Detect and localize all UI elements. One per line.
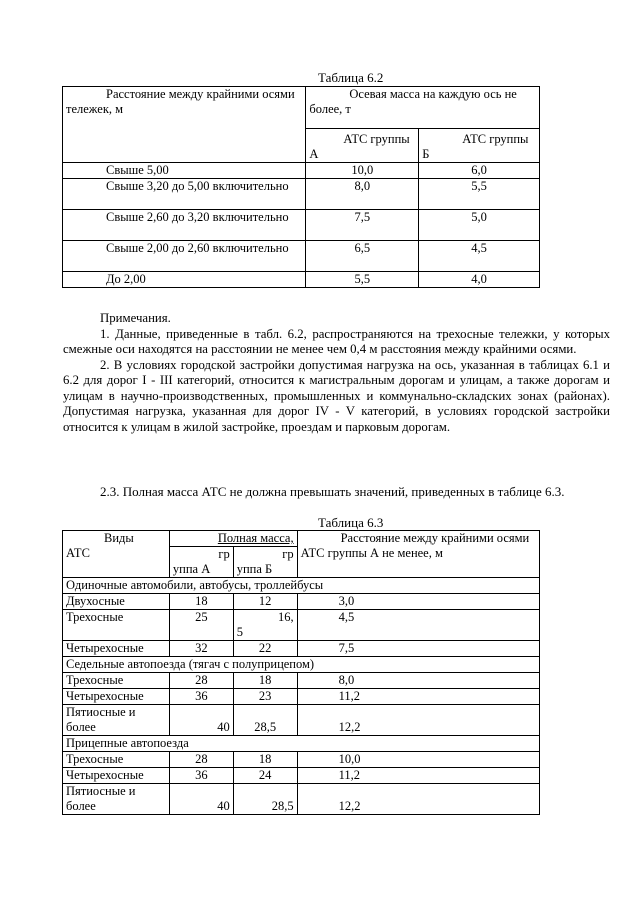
table-cell: 24 [233, 768, 297, 784]
table-cell: 12 [233, 594, 297, 610]
header-group-b [233, 547, 297, 578]
group-title: Прицепные автопоезда [63, 736, 540, 752]
table-cell: Пятиосные и более [63, 705, 170, 736]
table-cell: Трехосные [63, 610, 170, 641]
table-cell: Свыше 2,00 до 2,60 включительно [63, 241, 306, 272]
group-title: Одиночные автомобили, автобусы, троллейбусы [63, 578, 540, 594]
note-1: 1. Данные, приведенные в табл. 6.2, распространяются на трехосные тележки, у которых смежные оси находятся на расстоянии не менее чем 0,4 м расстояния между крайними осями. [63, 326, 610, 356]
table-cell: 36 [169, 689, 233, 705]
header-distance: Расстояние между крайними осями АТС группы А не менее, м [297, 531, 539, 578]
table-cell: 22 [233, 641, 297, 657]
table-cell: 10,0 [297, 752, 539, 768]
header-types-top: Виды [104, 531, 134, 545]
notes-title: Примечания. [100, 311, 171, 325]
table-cell: 12,2 [297, 705, 539, 736]
table-cell: 8,0 [306, 179, 419, 210]
table-6-2 [62, 86, 540, 288]
table-cell: Четырехосные [63, 689, 170, 705]
table-cell: До 2,00 [63, 272, 306, 288]
table-cell: Четырехосные [63, 768, 170, 784]
table-cell: 7,5 [306, 210, 419, 241]
table-cell: 28 [169, 673, 233, 689]
table-cell: 18 [233, 673, 297, 689]
header-group-a-top: гр [218, 547, 230, 561]
table-cell: 6,5 [306, 241, 419, 272]
table-cell: 5,5 [306, 272, 419, 288]
table-cell: Четырехосные [63, 641, 170, 657]
header-distance: Расстояние между крайними осями тележек, м [63, 87, 306, 163]
table-cell: Свыше 2,60 до 3,20 включительно [63, 210, 306, 241]
table-cell: 4,5 [419, 241, 540, 272]
table-cell: 28,5 [233, 705, 297, 736]
table-cell: 40 [169, 705, 233, 736]
table-cell: 7,5 [297, 641, 539, 657]
table-cell: 4,0 [419, 272, 540, 288]
table-cell: 5,0 [419, 210, 540, 241]
table-cell [233, 610, 297, 641]
group-title: Седельные автопоезда (тягач с полуприцепом) [63, 657, 540, 673]
header-axle-mass: Осевая масса на каждую ось не более, т [306, 87, 540, 129]
table-cell: 4,5 [297, 610, 539, 641]
table-6-3 [62, 530, 540, 815]
table-cell-value-wrap: 5 [236, 625, 243, 639]
header-group-a [169, 547, 233, 578]
table-cell: 11,2 [297, 689, 539, 705]
notes [63, 311, 610, 435]
table-cell: Трехосные [63, 752, 170, 768]
header-group-b-top: гр [282, 547, 294, 561]
note-2: 2. В условиях городской застройки допустимая нагрузка на ось, указанная в таблицах 6.1 и 6.2 для дорог I - III категорий, относится к магистральным дорогам и улицам, а также дорогам и улицам в научно-производственных, промышленных и коммунально-складских зонах (районах). Допустимая нагрузка, указанная для дорог IV - V категорий, в условиях городской застройки относится к улицам в жилой застройке, проездам и парковым дорогам. [63, 357, 610, 434]
table-cell: 23 [233, 689, 297, 705]
table-cell: 11,2 [297, 768, 539, 784]
table-cell: 10,0 [306, 163, 419, 179]
section-2-3: 2.3. Полная масса АТС не должна превышать значений, приведенных в таблице 6.3. [100, 484, 565, 499]
header-group-a: АТС группы А [306, 129, 419, 163]
table-cell: Трехосные [63, 673, 170, 689]
table-cell-value: 16, [277, 610, 294, 624]
table-cell: 12,2 [297, 784, 539, 815]
header-group-b: АТС группы Б [419, 129, 540, 163]
table-cell: 18 [169, 594, 233, 610]
table-cell: 28,5 [233, 784, 297, 815]
table-cell: Свыше 5,00 [63, 163, 306, 179]
header-group-a-bottom: уппа А [172, 562, 211, 576]
table-cell: 36 [169, 768, 233, 784]
table-cell: 32 [169, 641, 233, 657]
table-cell: 3,0 [297, 594, 539, 610]
table-6-2-caption: Таблица 6.2 [318, 70, 384, 85]
header-full-mass: Полная масса, [169, 531, 297, 547]
table-cell: 25 [169, 610, 233, 641]
table-6-3-caption: Таблица 6.3 [318, 515, 384, 530]
header-types-bottom: АТС [66, 546, 90, 560]
table-cell: Двухосные [63, 594, 170, 610]
table-cell: 8,0 [297, 673, 539, 689]
table-cell: 18 [233, 752, 297, 768]
header-group-b-bottom: уппа Б [236, 562, 273, 576]
table-cell: 6,0 [419, 163, 540, 179]
table-cell: Пятиосные и более [63, 784, 170, 815]
table-cell: 40 [169, 784, 233, 815]
table-cell: 5,5 [419, 179, 540, 210]
header-types [63, 531, 170, 578]
table-cell: Свыше 3,20 до 5,00 включительно [63, 179, 306, 210]
table-cell: 28 [169, 752, 233, 768]
